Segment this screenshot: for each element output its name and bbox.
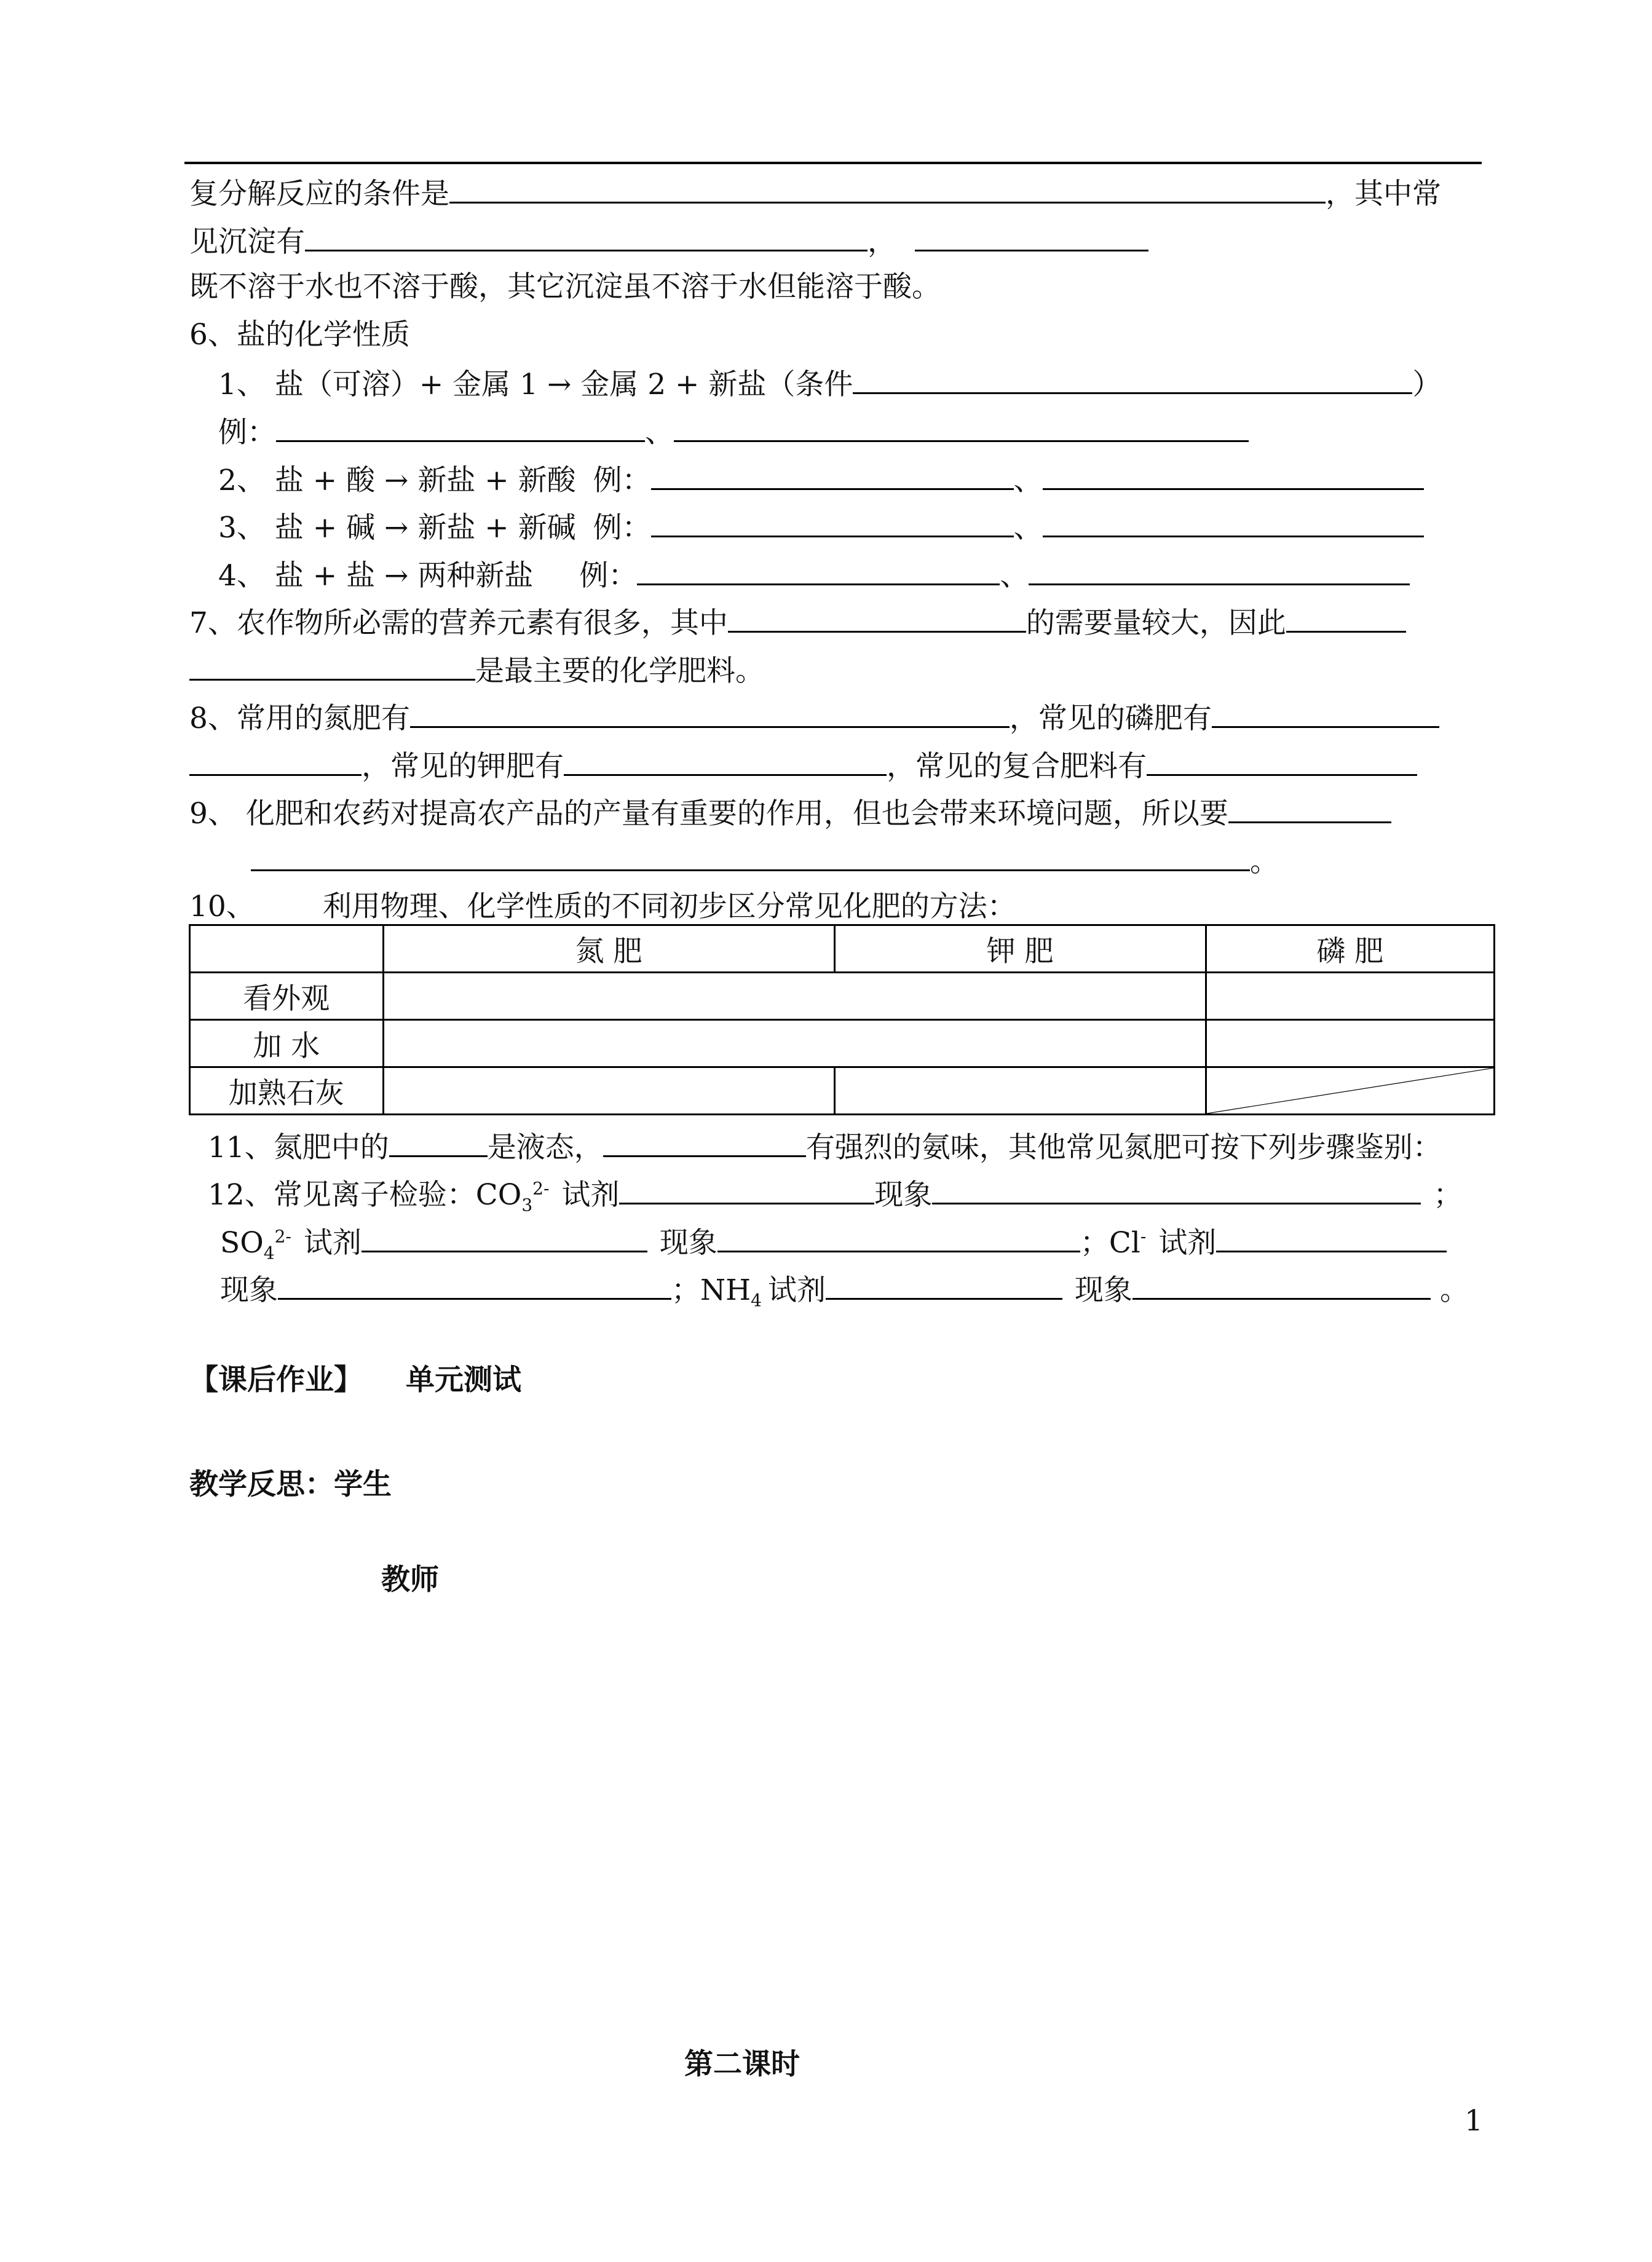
blank[interactable] [564,746,887,776]
blank[interactable] [1212,698,1439,728]
table-header-cell: 氮 肥 [383,925,834,973]
row-label: 加熟石灰 [190,1067,384,1115]
blank[interactable] [1216,1222,1447,1252]
second-lesson-heading: 第二课时 [684,2047,800,2081]
blank[interactable] [1147,746,1417,776]
line-ion-test-so4: $SO_4^{2-}$ 试剂 现象 ；Cl- 试剂 [220,1222,1447,1259]
fertilizer-table [189,924,1495,1115]
table-row [190,1067,1495,1115]
table-cell[interactable] [1206,1020,1494,1067]
blank[interactable] [674,412,1249,442]
blank[interactable] [1228,793,1391,823]
blank[interactable] [637,555,1000,585]
blank[interactable] [717,1222,1080,1252]
table-header-cell: 钾 肥 [834,925,1206,973]
blank[interactable] [1132,1270,1431,1300]
line-ion-test-nh4: 现象 ；$NH_4$ 试剂 现象 。 [220,1270,1469,1307]
row-label: 看外观 [190,973,384,1020]
line-salt-base: 3、 盐 + 碱 → 新盐 + 新碱 例： 、 [218,507,1424,544]
blank[interactable] [410,698,1010,728]
blank[interactable] [1043,507,1424,537]
line-ion-test-co3: 12、常见离子检验：$CO_3^{2-}$ 试剂 现象 ； [208,1174,1462,1211]
blank[interactable] [1286,603,1406,633]
blank[interactable] [1029,555,1410,585]
blank[interactable] [619,1174,874,1204]
blank[interactable] [1043,460,1424,490]
reflection-heading: 教学反思：学生 [189,1468,392,1501]
table-cell[interactable] [383,973,1206,1020]
blank[interactable] [389,1127,488,1157]
blank[interactable] [251,841,1250,871]
line-example-1: 例： 、 [218,412,1249,449]
blank[interactable] [603,1127,806,1157]
page-number: 1 [1464,2104,1483,2138]
line-precipitate: 见沉淀有 ， [189,221,1148,258]
row-label: 加 水 [190,1020,384,1067]
blank[interactable] [189,746,362,776]
line-salt-salt: 4、 盐 + 盐 → 两种新盐 例： 、 [218,555,1410,592]
blank[interactable] [305,221,867,251]
table-cell[interactable] [834,1067,1206,1115]
teacher-label: 教师 [381,1563,439,1597]
blank[interactable] [651,507,1014,537]
table-header-cell: 磷 肥 [1206,925,1494,973]
table-cell[interactable] [383,1020,1206,1067]
blank[interactable] [853,364,1412,394]
blank[interactable] [362,1222,647,1252]
line-insoluble: 既不溶于水也不溶于酸，其它沉淀虽不溶于水但能溶于酸。 [189,270,941,304]
blank[interactable] [728,603,1026,633]
homework-heading: 【课后作业】 单元测试 [189,1363,521,1397]
line-environment-cont: 。 [189,841,1279,878]
blank[interactable] [932,1174,1421,1204]
table-cell[interactable] [1206,973,1494,1020]
section-6-title: 6、盐的化学性质 [189,318,410,352]
line-environment: 9、 化肥和农药对提高农产品的产量有重要的作用，但也会带来环境问题，所以要 [189,793,1391,830]
table-row [190,973,1495,1020]
table-cell-diagonal [1206,1067,1494,1115]
table-header-row [190,925,1495,973]
header-rule [184,162,1482,164]
blank[interactable] [278,1270,671,1300]
line-salt-metal: 1、 盐（可溶）+ 金属 1 → 金属 2 + 新盐（条件 ） [218,364,1441,401]
blank[interactable] [276,412,645,442]
line-potassium: ，常见的钾肥有 ，常见的复合肥料有 [189,746,1417,783]
line-salt-acid: 2、 盐 + 酸 → 新盐 + 新酸 例： 、 [218,460,1424,497]
table-cell[interactable] [383,1067,834,1115]
blank[interactable] [449,173,1326,204]
line-fertilizer: 是最主要的化学肥料。 [189,651,764,687]
line-nitrogen: 8、常用的氮肥有 ，常见的磷肥有 [189,698,1439,735]
line-nitrogen-liquid: 11、氮肥中的 是液态， 有强烈的氨味，其他常见氮肥可按下列步骤鉴别： [208,1127,1442,1164]
blank[interactable] [915,221,1148,251]
table-header-cell [190,925,384,973]
section-10-title: 10、 利用物理、化学性质的不同初步区分常见化肥的方法： [189,890,1016,923]
blank[interactable] [651,460,1014,490]
blank[interactable] [826,1270,1062,1300]
line-nutrients: 7、农作物所必需的营养元素有很多，其中 的需要量较大，因此 [189,603,1406,639]
blank[interactable] [189,651,475,681]
table-row [190,1020,1495,1067]
line-condition: 复分解反应的条件是 ，其中常 [189,173,1441,210]
